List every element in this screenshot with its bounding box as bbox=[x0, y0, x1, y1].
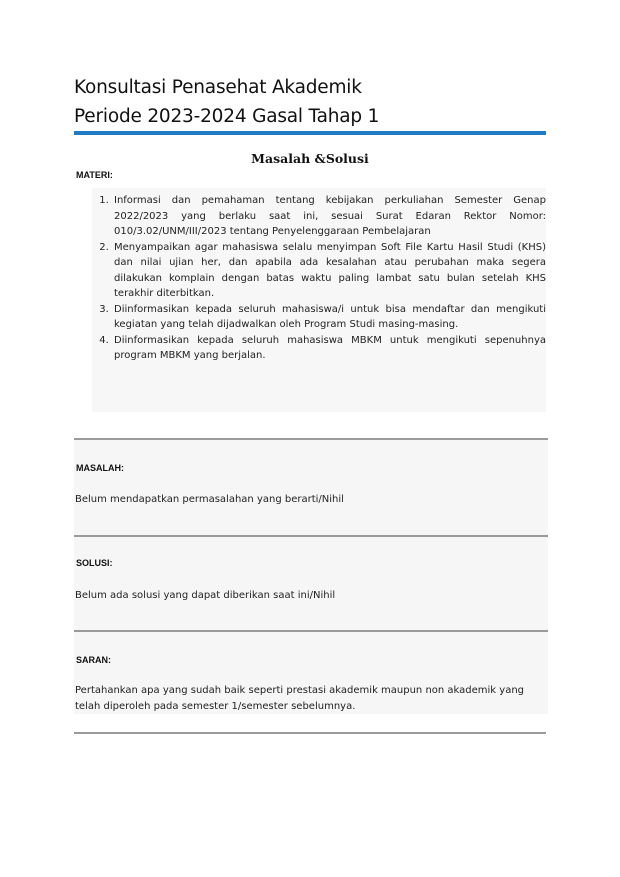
masalah-text: Belum mendapatkan permasalahan yang berarti/Nihil bbox=[75, 494, 344, 505]
solusi-label: SOLUSI: bbox=[76, 558, 113, 568]
list-item: 1. Informasi dan pemahaman tentang kebijakan perkuliahan Semester Genap 2022/2023 yang berlaku saat ini, sesuai Surat Edaran Rektor Nomor: 010/3.02/UNM/III/2023 tentang Penyelenggaraan Pembelajaran bbox=[112, 193, 546, 240]
materi-label: MATERI: bbox=[76, 170, 113, 180]
period-subtitle: Periode 2023-2024 Gasal Tahap 1 bbox=[74, 106, 380, 127]
list-item: 3. Diinformasikan kepada seluruh mahasiswa/i untuk bisa mendaftar dan mengikuti kegiatan yang telah dijadwalkan oleh Program Studi masing-masing. bbox=[112, 302, 546, 333]
section-title: Masalah &Solusi bbox=[251, 151, 369, 166]
saran-label: SARAN: bbox=[76, 655, 111, 665]
saran-text: Pertahankan apa yang sudah baik seperti prestasi akademik maupun non akademik yang telah diperoleh pada semester 1/semester sebelumnya. bbox=[75, 685, 525, 712]
list-item: 2. Menyampaikan agar mahasiswa selalu menyimpan Soft File Kartu Hasil Studi (KHS) dan nilai ujian her, dan apabila ada kesalahan atau perubahan maka segera dilakukan komplain dengan batas waktu paling lambat satu bulan setelah KHS terakhir diterbitkan. bbox=[112, 240, 546, 302]
page-title: Konsultasi Penasehat Akademik bbox=[74, 77, 362, 98]
masalah-label: MASALAH: bbox=[76, 463, 124, 473]
masalah-panel bbox=[74, 440, 548, 535]
divider bbox=[74, 732, 546, 734]
materi-list bbox=[92, 193, 546, 364]
list-item: 4. Diinformasikan kepada seluruh mahasiswa MBKM untuk mengikuti sepenuhnya program MBKM yang berjalan. bbox=[112, 333, 546, 364]
solusi-panel bbox=[74, 537, 548, 630]
title-underline bbox=[74, 131, 546, 135]
solusi-text: Belum ada solusi yang dapat diberikan saat ini/Nihil bbox=[75, 590, 336, 601]
